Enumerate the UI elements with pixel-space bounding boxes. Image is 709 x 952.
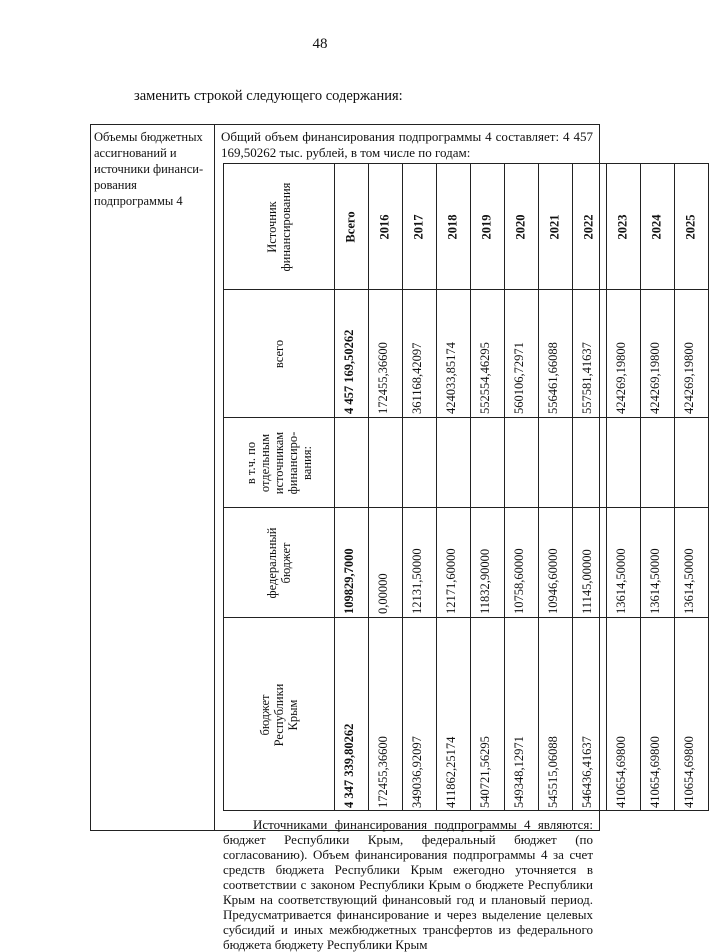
page-number: 48 [312, 36, 328, 52]
cell-value-year: 2020 [513, 214, 528, 240]
table-cell-year [674, 164, 708, 290]
cell-value-year: 2018 [445, 214, 460, 240]
table-cell-year [436, 164, 470, 290]
table-cell-federal [402, 508, 436, 618]
header-source: Источник финансирования [265, 182, 293, 271]
table-cell-crimea [538, 618, 572, 812]
table-cell-separate [470, 418, 504, 508]
table-cell-year [538, 164, 572, 290]
cell-value-federal: 13614,50000 [648, 548, 662, 614]
table-cell-separate [334, 418, 368, 508]
cell-value-crimea: 410654,69800 [614, 736, 628, 808]
table-cell-separate [640, 418, 674, 508]
cell-value-crimea: 172455,36600 [376, 736, 390, 808]
cell-value-federal: 11145,00000 [580, 549, 594, 614]
header-crimea: бюджет Республики Крым [258, 683, 300, 747]
table-cell-total [606, 290, 640, 418]
table-cell-separate [538, 418, 572, 508]
cell-value-year: 2019 [479, 214, 494, 240]
cell-value-federal: 10946,60000 [546, 548, 560, 614]
cell-value-total: 361168,42097 [410, 342, 424, 414]
table-cell-federal [538, 508, 572, 618]
cell-value-crimea: 546436,41637 [580, 736, 594, 808]
cell-value-year: 2025 [683, 214, 698, 240]
table-cell-year [334, 164, 368, 290]
table-cell-federal [436, 508, 470, 618]
table-cell-separate [606, 418, 640, 508]
cell-value-federal: 12171,60000 [444, 548, 458, 614]
table-cell-total [470, 290, 504, 418]
table-cell-total [368, 290, 402, 418]
table-cell-federal [572, 508, 606, 618]
table-cell-year [402, 164, 436, 290]
table-cell-total [402, 290, 436, 418]
cell-value-total: 424269,19800 [648, 342, 662, 414]
table-cell-federal [334, 508, 368, 618]
table-cell-total [640, 290, 674, 418]
cell-value-total: 424269,19800 [682, 342, 696, 414]
table-cell-total [334, 290, 368, 418]
cell-value-total: 552554,46295 [478, 342, 492, 414]
cell-value-federal: 0,00000 [376, 573, 390, 614]
cell-value-federal: 12131,50000 [410, 548, 424, 614]
cell-value-crimea: 540721,56295 [478, 736, 492, 808]
cell-value-year: 2024 [649, 214, 664, 240]
table-cell-total [538, 290, 572, 418]
table-cell-federal [674, 508, 708, 618]
table-cell-separate [572, 418, 606, 508]
table-cell-separate [504, 418, 538, 508]
table-cell-crimea [572, 618, 606, 812]
table-cell-total [436, 290, 470, 418]
cell-value-year: Всего [343, 211, 358, 243]
table-cell-year [504, 164, 538, 290]
row-content [215, 125, 698, 952]
table-cell-year [640, 164, 674, 290]
cell-value-total: 557581,41637 [580, 342, 594, 414]
table-cell-total [504, 290, 538, 418]
passport-table [90, 124, 698, 952]
cell-value-crimea: 410654,69800 [648, 736, 662, 808]
cell-value-year: 2017 [411, 214, 426, 240]
cell-value-crimea: 4 347 339,80262 [342, 723, 356, 808]
cell-value-federal: 109829,7000 [342, 548, 356, 614]
cell-value-year: 2023 [615, 214, 630, 240]
table-cell-separate [368, 418, 402, 508]
table-cell-year [470, 164, 504, 290]
row-label: Объемы бюджетных ассигнований и источники финанси-рования подпрограммы 4 [91, 125, 215, 830]
cell-value-total: 424033,85174 [444, 342, 458, 414]
cell-value-total: 556461,66088 [546, 342, 560, 414]
summary-text: Общий объем финансирования подпрограммы 4 составляет: 4 457 169,50262 тыс. рублей, в том числе по годам: [221, 129, 593, 160]
table-cell-crimea [368, 618, 402, 812]
cell-value-year: 2021 [547, 214, 562, 240]
table-cell-federal [640, 508, 674, 618]
sources-text: Источниками финансирования подпрограммы 4 являются: бюджет Республики Крым, федеральный бюджет (по согласованию). Объем финансирования подпрограммы 4 за счет средств бюджета Республики Крым ежегодно уточняется в соответствии с законом Республики Крым о бюджете Республики Крым на соответствующий финансовый год и плановый период. Предусматривается финансирование и через выделение целевых субсидий и иных межбюджетных трансфертов из федерального бюджета бюджету Республики Крым [223, 817, 593, 952]
table-cell-total [572, 290, 606, 418]
table-cell-crimea [606, 618, 640, 812]
table-cell-year [368, 164, 402, 290]
cell-value-total: 560106,72971 [512, 342, 526, 414]
cell-value-crimea: 545515,06088 [546, 736, 560, 808]
table-cell-year [572, 164, 606, 290]
cell-value-federal: 13614,50000 [614, 548, 628, 614]
table-cell-federal [504, 508, 538, 618]
table-cell-crimea [334, 618, 368, 812]
table-cell-crimea [470, 618, 504, 812]
header-separate: в т.ч. по отдельным источникам финансиро-вания: [244, 431, 314, 494]
header-total: всего [272, 339, 286, 368]
cell-value-total: 424269,19800 [614, 342, 628, 414]
table-cell-separate [436, 418, 470, 508]
table-cell-crimea [640, 618, 674, 812]
table-cell-crimea [674, 618, 708, 812]
cell-value-total: 172455,36600 [376, 342, 390, 414]
table-cell-federal [606, 508, 640, 618]
cell-value-year: 2022 [581, 214, 596, 240]
table-cell-year [606, 164, 640, 290]
cell-value-year: 2016 [377, 214, 392, 240]
cell-value-federal: 13614,50000 [682, 548, 696, 614]
cell-value-crimea: 549348,12971 [512, 736, 526, 808]
cell-value-federal: 10758,60000 [512, 548, 526, 614]
table-cell-federal [368, 508, 402, 618]
table-cell-total [674, 290, 708, 418]
intro-text: заменить строкой следующего содержания: [134, 88, 403, 104]
cell-value-total: 4 457 169,50262 [342, 329, 356, 414]
table-cell-crimea [402, 618, 436, 812]
cell-value-crimea: 411862,25174 [444, 736, 458, 808]
table-cell-crimea [436, 618, 470, 812]
table-cell-federal [470, 508, 504, 618]
table-cell-crimea [504, 618, 538, 812]
cell-value-crimea: 349036,92097 [410, 736, 424, 808]
funding-table [223, 163, 709, 811]
cell-value-crimea: 410654,69800 [682, 736, 696, 808]
cell-value-federal: 11832,90000 [478, 548, 492, 614]
header-federal: федеральный бюджет [265, 527, 293, 599]
table-cell-separate [402, 418, 436, 508]
table-cell-separate [674, 418, 708, 508]
